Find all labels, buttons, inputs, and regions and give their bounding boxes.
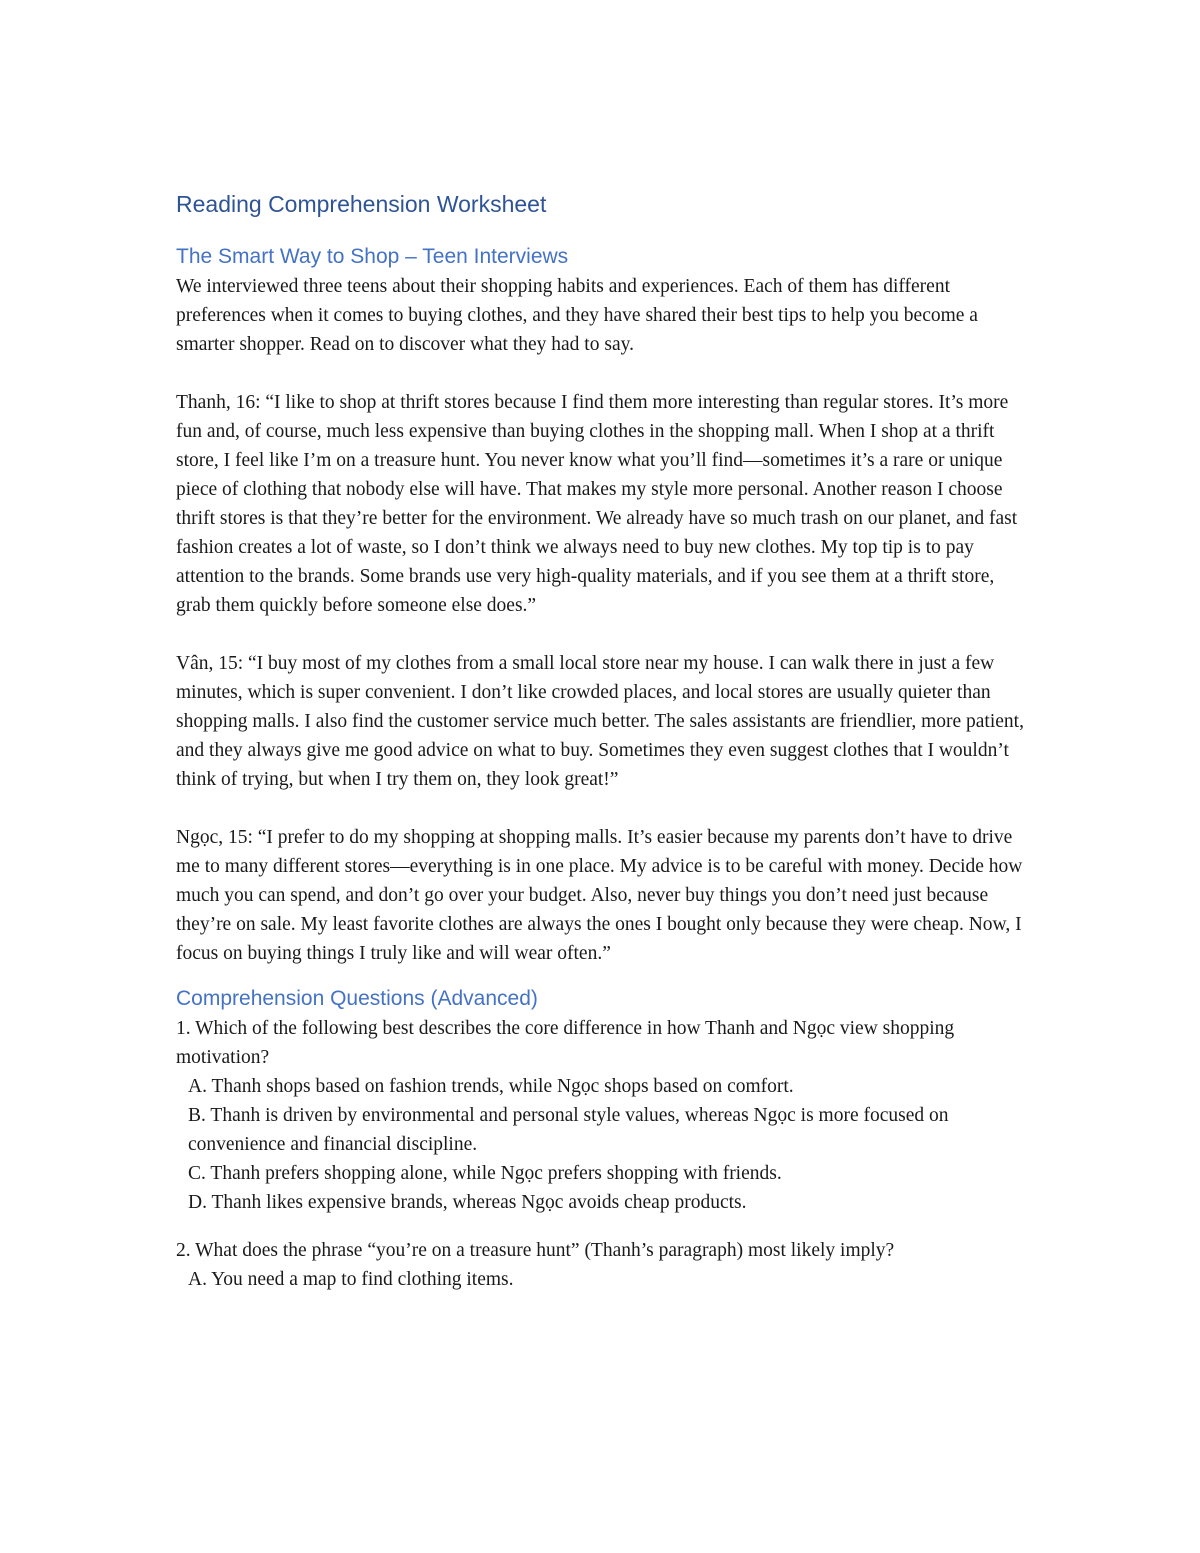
document-content <box>176 188 1032 1313</box>
question-1-option-b: B. Thanh is driven by environmental and personal style values, whereas Ngọc is more focused on convenience and financial discipline. <box>188 1105 949 1155</box>
intro-paragraph: We interviewed three teens about their shopping habits and experiences. Each of them has different preferences when it comes to buying clothes, and they have shared their best tips to help you become a smarter shopper. Read on to discover what they had to say. <box>176 276 978 355</box>
worksheet-title: Reading Comprehension Worksheet <box>176 191 547 217</box>
article-heading: The Smart Way to Shop – Teen Interviews <box>176 245 569 268</box>
question-1-text: 1. Which of the following best describes the core difference in how Thanh and Ngọc view shopping motivation? <box>176 1018 955 1068</box>
questions-heading: Comprehension Questions (Advanced) <box>176 987 538 1010</box>
question-1 <box>176 1014 1032 1217</box>
question-2-text: 2. What does the phrase “you’re on a treasure hunt” (Thanh’s paragraph) most likely imply? <box>176 1240 895 1261</box>
question-1-option-a: A. Thanh shops based on fashion trends, while Ngọc shops based on comfort. <box>188 1076 794 1097</box>
question-2-option-a: A. You need a map to find clothing items. <box>188 1269 514 1290</box>
interview-ngoc: Ngọc, 15: “I prefer to do my shopping at shopping malls. It’s easier because my parents don’t have to drive me to many different stores—everything is in one place. My advice is to be careful with money. Decide how much you can spend, and don’t go over your budget. Also, never buy things you don’t need just because they’re on sale. My least favorite clothes are always the ones I bought only because they were cheap. Now, I focus on buying things I truly like and will wear often.” <box>176 827 1023 964</box>
question-1-option-d: D. Thanh likes expensive brands, whereas Ngọc avoids cheap products. <box>188 1192 747 1213</box>
question-1-option-c: C. Thanh prefers shopping alone, while Ngọc prefers shopping with friends. <box>188 1163 782 1184</box>
interview-thanh: Thanh, 16: “I like to shop at thrift stores because I find them more interesting than regular stores. It’s more fun and, of course, much less expensive than buying clothes in the shopping mall. When I shop at a thrift store, I feel like I’m on a treasure hunt. You never know what you’ll find—sometimes it’s a rare or unique piece of clothing that nobody else will have. That makes my style more personal. Another reason I choose thrift stores is that they’re better for the environment. We already have so much trash on our planet, and fast fashion creates a lot of waste, so I don’t think we always need to buy new clothes. My top tip is to pay attention to the brands. Some brands use very high-quality materials, and if you see them at a thrift store, grab them quickly before someone else does.” <box>176 392 1018 616</box>
question-2 <box>176 1236 1032 1294</box>
interview-van: Vân, 15: “I buy most of my clothes from a small local store near my house. I can walk there in just a few minutes, which is super convenient. I don’t like crowded places, and local stores are usually quieter than shopping malls. I also find the customer service much better. The sales assistants are friendlier, more patient, and they always give me good advice on what to buy. Sometimes they even suggest clothes that I wouldn’t think of trying, but when I try them on, they look great!” <box>176 653 1024 790</box>
